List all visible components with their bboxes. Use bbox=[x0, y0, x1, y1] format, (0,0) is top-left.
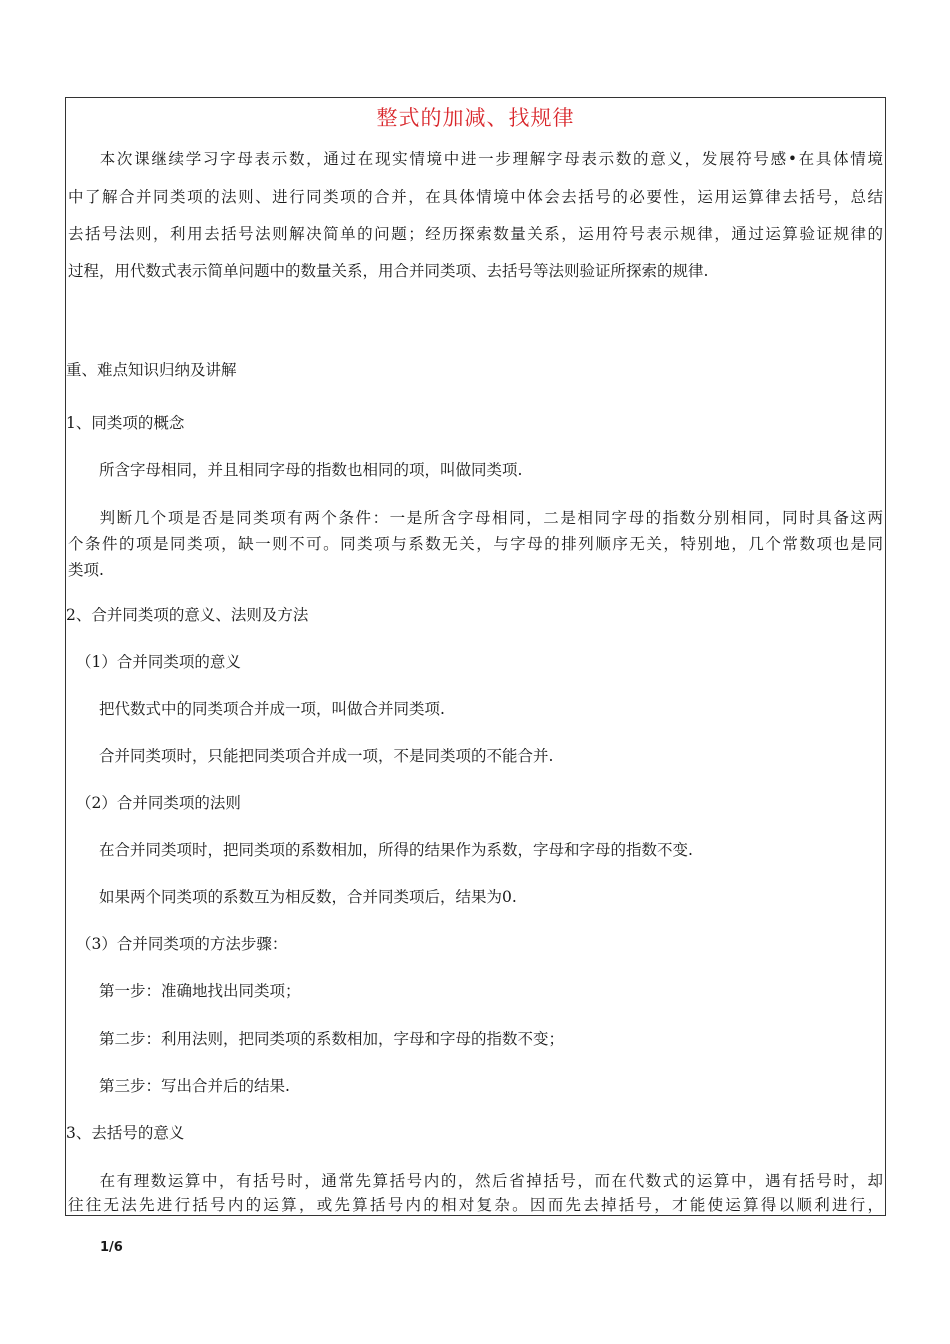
section-heading: 重、难点知识归纳及讲解 bbox=[66, 361, 237, 379]
s2-sub1-p2: 合并同类项时，只能把同类项合并成一项，不是同类项的不能合并. bbox=[99, 747, 554, 765]
s3-heading: 3、去括号的意义 bbox=[66, 1124, 185, 1142]
content-frame bbox=[65, 97, 886, 1216]
s1-p2-line-1: 判断几个项是否是同类项有两个条件：一是所含字母相同，二是相同字母的指数分别相同，同时具备这两 bbox=[98, 509, 883, 527]
s2-sub2-p2: 如果两个同类项的系数互为相反数，合并同类项后，结果为0. bbox=[99, 888, 517, 906]
intro-line-4: 过程，用代数式表示简单问题中的数量关系，用合并同类项、去括号等法则验证所探索的规律. bbox=[68, 262, 709, 280]
s2-sub3: （3）合并同类项的方法步骤： bbox=[76, 935, 288, 953]
s2-sub2-p1: 在合并同类项时，把同类项的系数相加，所得的结果作为系数，字母和字母的指数不变. bbox=[99, 841, 693, 859]
s2-sub2: （2）合并同类项的法则 bbox=[76, 794, 241, 812]
s2-step1: 第一步：准确地找出同类项； bbox=[99, 982, 301, 1000]
page-number: 1/6 bbox=[100, 1240, 123, 1255]
document-title: 整式的加减、找规律 bbox=[376, 106, 575, 130]
s2-sub1-p1: 把代数式中的同类项合并成一项，叫做合并同类项. bbox=[99, 700, 445, 718]
intro-line-2: 中了解合并同类项的法则、进行同类项的合并，在具体情境中体会去括号的必要性，运用运算律去括号，总结 bbox=[68, 188, 883, 206]
s1-p2-line-2: 个条件的项是同类项，缺一则不可。同类项与系数无关，与字母的排列顺序无关，特别地，几个常数项也是同 bbox=[68, 535, 883, 553]
s2-sub1: （1）合并同类项的意义 bbox=[76, 653, 241, 671]
intro-line-1: 本次课继续学习字母表示数，通过在现实情境中进一步理解字母表示数的意义，发展符号感•在具体情境 bbox=[98, 150, 883, 168]
s2-step3: 第三步：写出合并后的结果. bbox=[99, 1077, 290, 1095]
s3-p1-line-2: 往往无法先进行括号内的运算，或先算括号内的相对复杂。因而先去掉括号，才能使运算得以顺利进行， bbox=[68, 1196, 883, 1214]
s2-heading: 2、合并同类项的意义、法则及方法 bbox=[66, 606, 309, 624]
s2-step2: 第二步：利用法则，把同类项的系数相加，字母和字母的指数不变； bbox=[99, 1030, 565, 1048]
s1-heading: 1、同类项的概念 bbox=[66, 414, 185, 432]
s3-p1-line-1: 在有理数运算中，有括号时，通常先算括号内的，然后省掉括号，而在代数式的运算中，遇有括号时，却 bbox=[98, 1172, 883, 1190]
s1-p2-line-3: 类项. bbox=[68, 561, 104, 579]
s1-p1: 所含字母相同，并且相同字母的指数也相同的项，叫做同类项. bbox=[99, 461, 523, 479]
intro-line-3: 去括号法则，利用去括号法则解决简单的问题；经历探索数量关系，运用符号表示规律，通过运算验证规律的 bbox=[68, 225, 883, 243]
